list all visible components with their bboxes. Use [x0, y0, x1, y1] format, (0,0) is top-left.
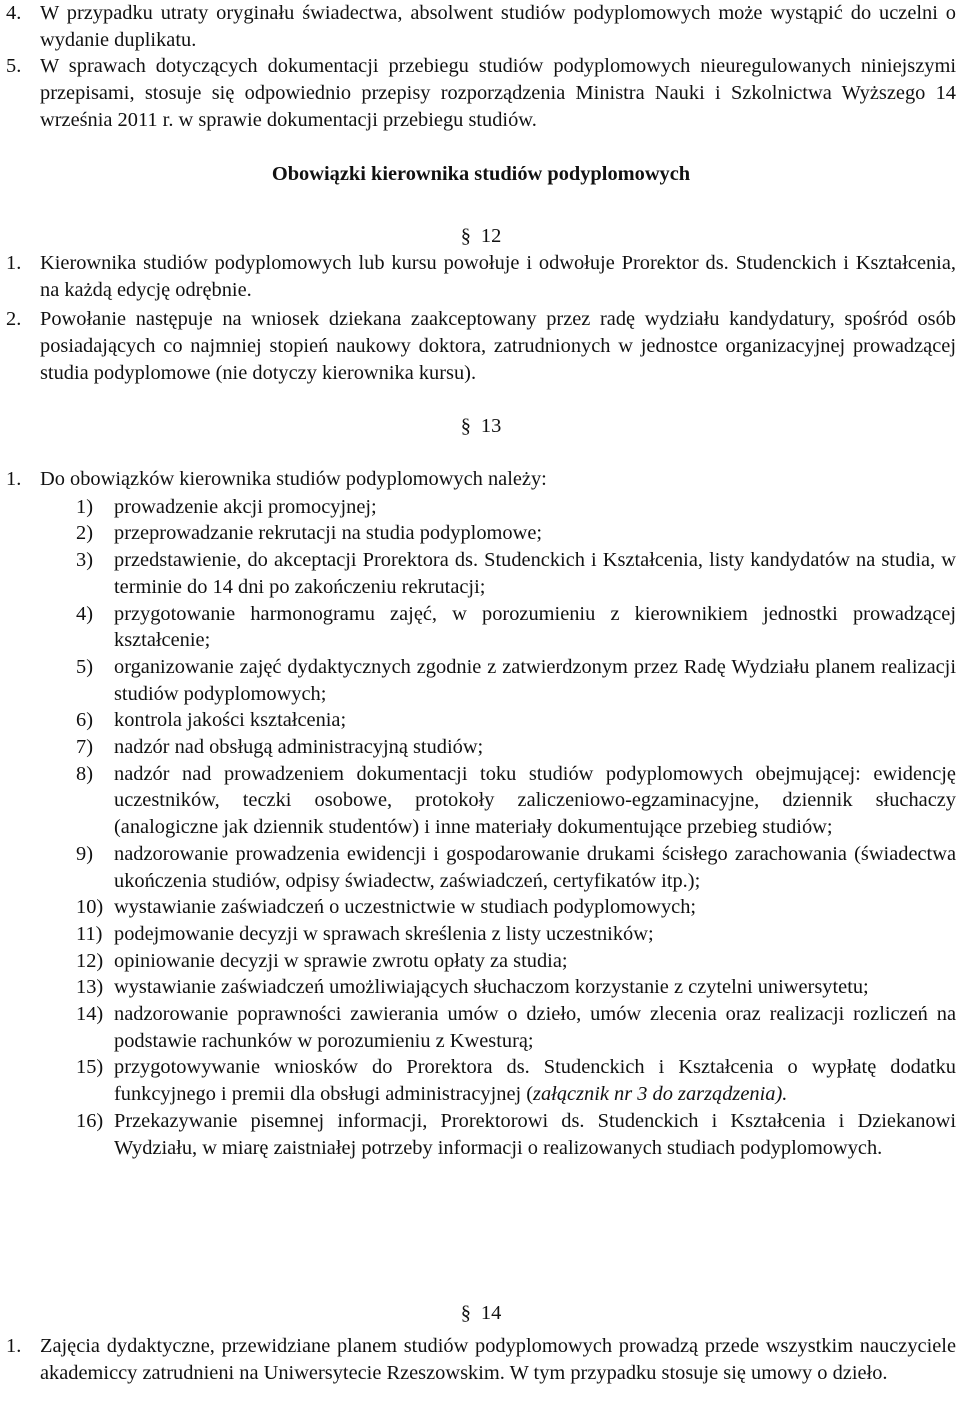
list-item [6, 601, 956, 654]
item-text: przeprowadzanie rekrutacji na studia podyplomowe; [114, 522, 543, 545]
list-item [6, 1001, 956, 1054]
section-12-body [6, 250, 956, 387]
s12-paragraph-2 [6, 306, 956, 386]
paragraph-4 [6, 0, 956, 53]
item-text: nadzór nad prowadzeniem dokumentacji toku studiów podyplomowych obejmującej: ewidencję uczestników, teczki osobowe, protokoły zaliczeniowo-egzaminacyjne, dziennik słuchaczy (analogiczne jak dziennik studentów) i inne materiały dokumentujące przebieg studiów; [114, 762, 956, 839]
item-number: 15) [76, 1056, 104, 1079]
section-14-title [6, 1300, 956, 1327]
list-item [6, 948, 956, 975]
s12-paragraph-1 [6, 250, 956, 303]
item-number: 8) [76, 762, 93, 785]
paragraph-number: 1. [6, 468, 22, 490]
item-number: 7) [76, 736, 93, 759]
item-number: 1) [76, 495, 93, 518]
paragraph-number: 1. [6, 252, 22, 274]
item-number: 13) [76, 976, 104, 999]
list-item [6, 1108, 956, 1161]
list-item [6, 707, 956, 734]
section-symbol: § [460, 415, 471, 437]
item-number: 2) [76, 522, 93, 545]
item-text: nadzorowanie poprawności zawierania umów o dzieło, umów zlecenia oraz realizacji rozliczeń na podstawie rachunków w porozumieniu z Kwesturą; [114, 1003, 956, 1052]
item-text: prowadzenie akcji promocyjnej; [114, 495, 377, 518]
paragraph-text: W przypadku utraty oryginału świadectwa, absolwent studiów podyplomowych może wystąpić do uczelni o wydanie duplikatu. [40, 2, 956, 51]
paragraph-text: Powołanie następuje na wniosek dziekana zaakceptowany przez radę wydziału kandydatury, spośród osób posiadających co najmniej stopień naukowy doktora, zatrudnionych w jednostce organizacyjnej prowadzącej studia podyplomowe (nie dotyczy kierownika kursu). [40, 308, 956, 384]
item-text: podejmowanie decyzji w sprawach skreślenia z listy uczestników; [114, 922, 654, 945]
paragraph-number: 5. [6, 55, 22, 78]
item-number: 9) [76, 842, 93, 865]
list-item [6, 654, 956, 707]
item-text: przygotowanie harmonogramu zajęć, w porozumieniu z kierownikiem jednostki prowadzącej kształcenie; [114, 602, 956, 652]
list-item [6, 894, 956, 921]
list-item [6, 921, 956, 948]
section-number: 12 [480, 225, 502, 247]
item-number: 11) [76, 922, 103, 945]
paragraph-5 [6, 53, 956, 133]
item-number: 5) [76, 655, 93, 678]
item-text: kontrola jakości kształcenia; [114, 709, 347, 732]
item-number: 10) [76, 896, 104, 919]
paragraph-number: 2. [6, 308, 22, 331]
paragraph-text: Do obowiązków kierownika studiów podyplomowych należy: [40, 468, 547, 490]
paragraph-text: Kierownika studiów podyplomowych lub kursu powołuje i odwołuje Prorektor ds. Studenckich i Kształcenia, na każdą edycję odrębnie. [40, 252, 956, 301]
section-13-body [6, 466, 956, 1161]
section-13-title [6, 413, 956, 440]
list-item [6, 761, 956, 841]
section-symbol: § [460, 225, 471, 247]
paragraph-number: 1. [6, 1335, 22, 1357]
item-text: nadzorowanie prowadzenia ewidencji i gospodarowanie drukami ścisłego zarachowania (świadectwa ukończenia studiów, odpisy świadectw, zaświadczeń, certyfikatów itp.); [114, 842, 956, 892]
list-item [6, 547, 956, 600]
paragraph-text: W sprawach dotyczących dokumentacji przebiegu studiów podyplomowych nieuregulowanych niniejszymi przepisami, stosuje się odpowiednio przepisy rozporządzenia Ministra Nauki i Szkolnictwa Wyższego 14 września 2011 r. w sprawie dokumentacji przebiegu studiów. [40, 55, 956, 131]
paragraph-number: 4. [6, 2, 22, 24]
section-12-title [6, 223, 956, 250]
list-item [6, 520, 956, 547]
section-heading: Obowiązki kierownika studiów podyplomowych [271, 163, 691, 185]
item-number: 3) [76, 549, 93, 572]
list-item [6, 841, 956, 894]
list-item [6, 734, 956, 761]
item-text: wystawianie zaświadczeń o uczestnictwie w studiach podyplomowych; [114, 896, 697, 919]
item-number: 6) [76, 709, 93, 732]
section-number: 13 [480, 415, 502, 437]
section-14-body [6, 1333, 956, 1386]
item-text: wystawianie zaświadczeń umożliwiających słuchaczom korzystanie z czytelni uniwersytetu; [114, 976, 869, 999]
intro-block [6, 0, 956, 134]
item-number: 12) [76, 949, 104, 972]
item-number: 14) [76, 1003, 104, 1026]
duties-list [6, 494, 956, 1162]
s13-lead [6, 466, 956, 493]
item-number: 16) [76, 1109, 104, 1132]
section-symbol: § [460, 1302, 471, 1324]
item-text: organizowanie zajęć dydaktycznych zgodnie z zatwierdzonym przez Radę Wydziału planem realizacji studiów podyplomowych; [114, 655, 956, 705]
item-text: przedstawienie, do akceptacji Prorektora ds. Studenckich i Kształcenia, listy kandydatów na studia, w terminie do 14 dni po zakończeniu rekrutacji; [114, 549, 956, 598]
list-item [6, 494, 956, 521]
item-text: opiniowanie decyzji w sprawie zwrotu opłaty za studia; [114, 949, 568, 972]
item-text: Przekazywanie pisemnej informacji, Prorektorowi ds. Studenckich i Kształcenia i Dziekanowi Wydziału, w miarę zaistniałej potrzeby informacji o realizowanych studiach podyplomowych. [114, 1109, 956, 1159]
item-number: 4) [76, 602, 93, 625]
list-item [6, 974, 956, 1001]
paragraph-text: Zajęcia dydaktyczne, przewidziane planem studiów podyplomowych prowadzą przede wszystkim nauczyciele akademiccy zatrudnieni na Uniwersytecie Rzeszowskim. W tym przypadku stosuje się umowy o dzieło. [40, 1335, 956, 1384]
item-text: przygotowywanie wniosków do Prorektora ds. Studenckich i Kształcenia o wypłatę dodatku funkcyjnego i premii dla obsługi administracyjnej ( [114, 1056, 956, 1106]
s14-paragraph-1 [6, 1333, 956, 1386]
section-number: 14 [480, 1302, 502, 1324]
list-item [6, 1054, 956, 1107]
item-text: nadzór nad obsługą administracyjną studiów; [114, 736, 484, 759]
item-italic-text: załącznik nr 3 do zarządzenia). [533, 1083, 788, 1106]
